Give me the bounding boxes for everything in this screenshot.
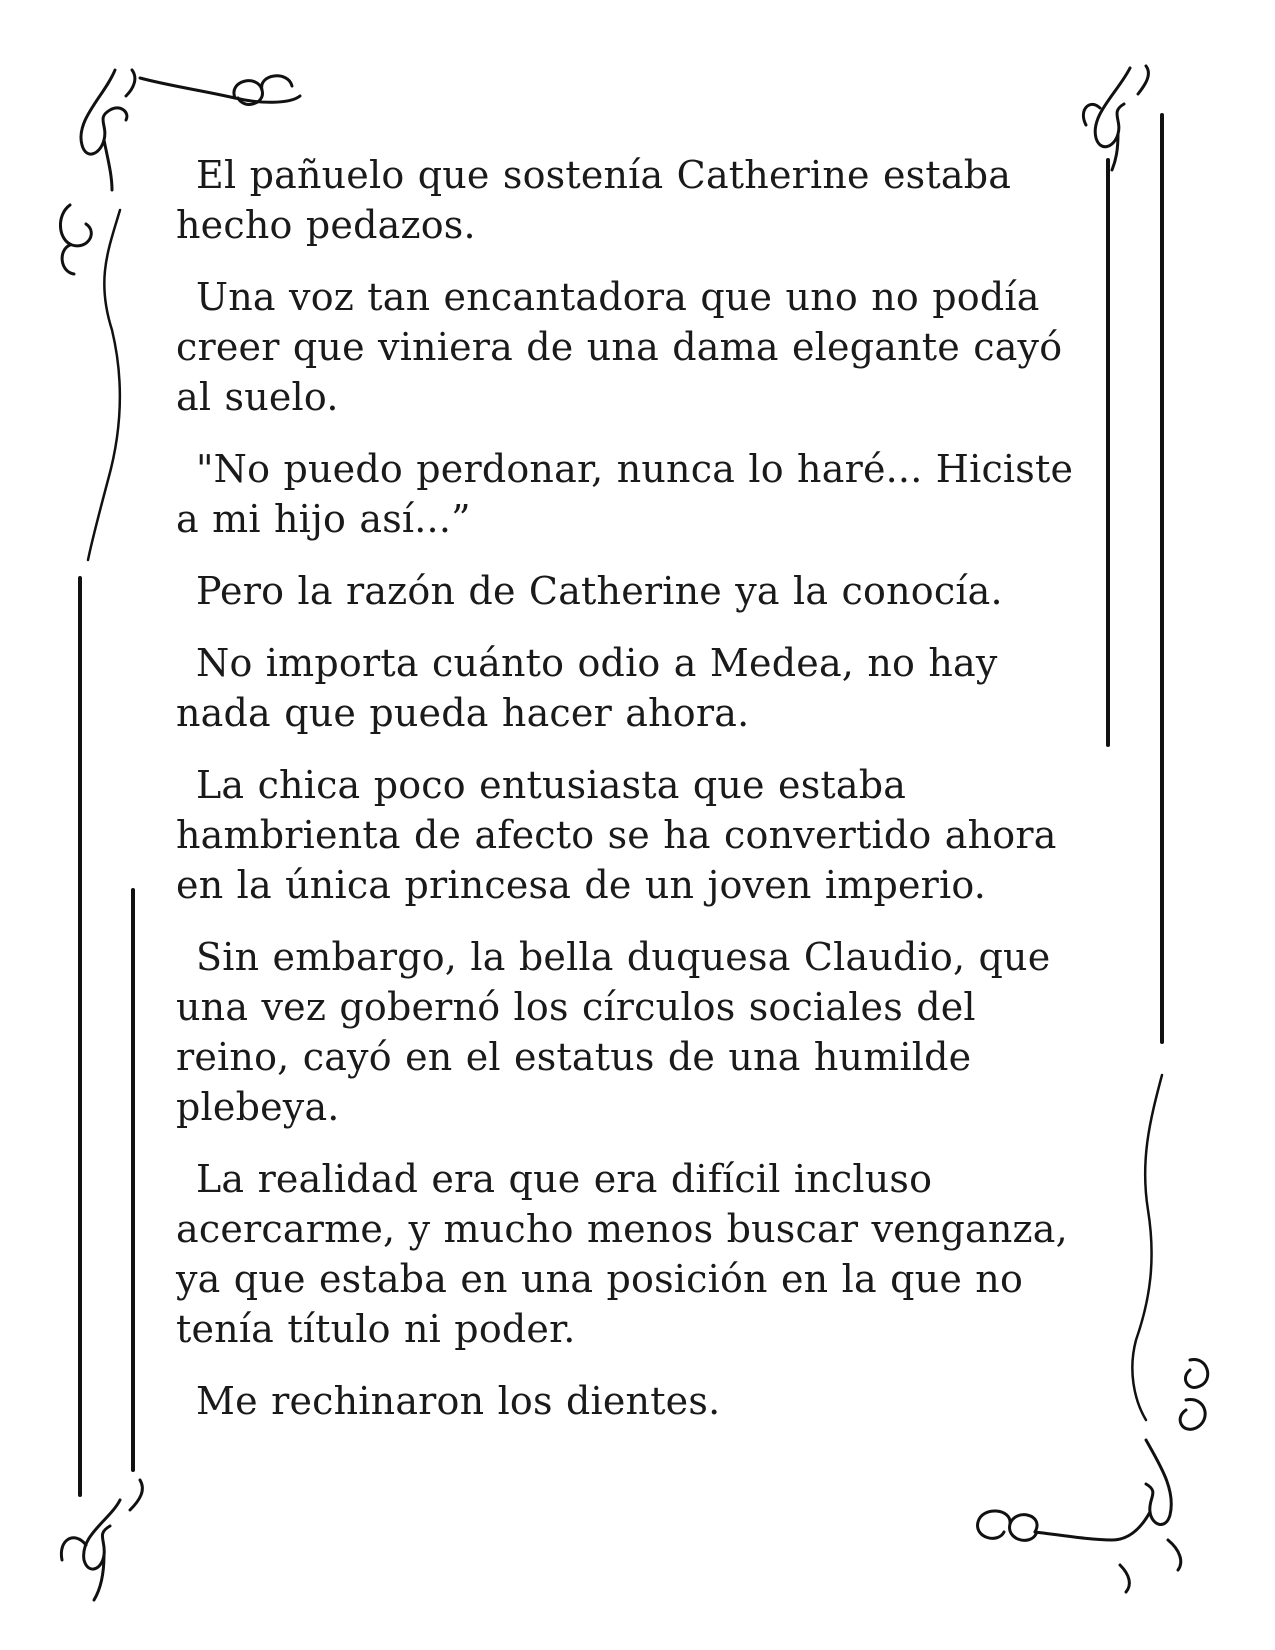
paragraph: Pero la razón de Catherine ya la conocía. xyxy=(196,569,1003,613)
top-right-flourish xyxy=(1083,66,1148,170)
paragraph: La chica poco entusiasta que estaba hambrienta de afecto se ha convertido ahora en la única princesa de un joven imperio. xyxy=(176,763,1057,907)
paragraph: "No puedo perdonar, nunca lo haré... Hiciste a mi hijo así...” xyxy=(176,447,1074,541)
paragraph: La realidad era que era difícil incluso acercarme, y mucho menos buscar venganza, ya que estaba en una posición en la que no tenía título ni poder. xyxy=(176,1157,1068,1351)
paragraph: El pañuelo que sostenía Catherine estaba hecho pedazos. xyxy=(176,153,1012,247)
paragraph: No importa cuánto odio a Medea, no hay nada que pueda hacer ahora. xyxy=(176,641,998,735)
paragraph: Una voz tan encantadora que uno no podía creer que viniera de una dama elegante cayó al suelo. xyxy=(176,275,1063,419)
paragraph: Me rechinaron los dientes. xyxy=(196,1379,721,1423)
bottom-left-flourish xyxy=(61,1480,142,1600)
paragraph: Sin embargo, la bella duquesa Claudio, que una vez gobernó los círculos sociales del reino, cayó en el estatus de una humilde plebeya. xyxy=(176,935,1051,1129)
document-body xyxy=(176,150,1076,1448)
